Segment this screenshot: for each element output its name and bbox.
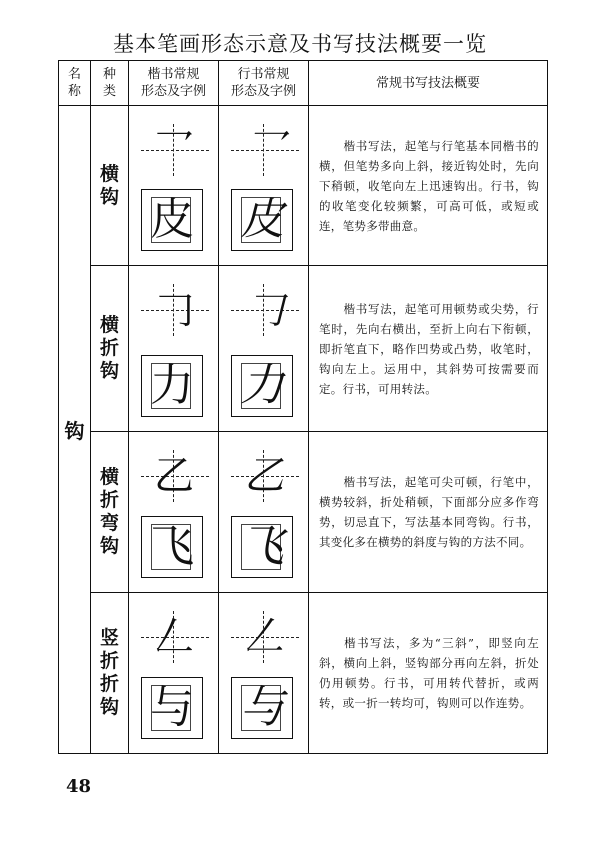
header-name: 名 称: [59, 61, 91, 106]
table-row: [59, 432, 548, 593]
example-char-box: 力: [231, 355, 293, 417]
xing-sample: [219, 266, 309, 432]
technique-description: 楷书写法，多为“三斜”，即竖向左斜，横向上斜，竖钩部分再向左斜，折处仍用顿势。行书，可用转代替折，或两转，或一折一转均可，钩则可以作连势。: [309, 593, 548, 754]
technique-description: 楷书写法，起笔与行笔基本同楷书的横，但笔势多向上斜，接近钩处时，先向下稍顿，收笔向左上迅速钩出。行书，钩的收笔变化较频繁，可高可低，或短或连，笔势多带曲意。: [309, 106, 548, 266]
stroke-illustration: 乛: [129, 120, 219, 180]
table-header-row: [59, 61, 548, 106]
kai-sample: [129, 593, 219, 754]
header-kind: 种 类: [91, 61, 129, 106]
stroke-illustration: 𠃌: [129, 280, 219, 340]
kind-cell: 横 折 弯 钩: [91, 432, 129, 593]
technique-description: 楷书写法，起笔可用顿势或尖势，行笔时，先向右横出，至折上向右下衔顿，即折笔直下，略作凹势或凸势，收笔时，钩向左上。运用中，其斜势可按需要而定。行书，可用转法。: [309, 266, 548, 432]
stroke-illustration: 乙: [219, 446, 309, 506]
kind-cell: 横 钩: [91, 106, 129, 266]
technique-description: 楷书写法，起笔可尖可顿，行笔中，横势较斜，折处稍顿，下面部分应多作弯势，切忌直下，写法基本同弯钩。行书，其变化多在横势的斜度与钩的方法不同。: [309, 432, 548, 593]
stroke-illustration: 乙: [129, 446, 219, 506]
header-kai: 楷书常规 形态及字例: [129, 61, 219, 106]
header-xing: 行书常规 形态及字例: [219, 61, 309, 106]
example-char-box: 与: [231, 677, 293, 739]
stroke-illustration: 𠃌: [219, 280, 309, 340]
xing-sample: [219, 593, 309, 754]
page-number: 48: [66, 776, 92, 797]
stroke-illustration: 𠃋: [219, 607, 309, 667]
kai-sample: [129, 266, 219, 432]
page-title: 基本笔画形态示意及书写技法概要一览: [113, 32, 487, 56]
kind-cell: 横 折 钩: [91, 266, 129, 432]
example-char-box: 与: [141, 677, 203, 739]
header-desc: 常规书写技法概要: [309, 61, 548, 106]
stroke-illustration: 乛: [219, 120, 309, 180]
stroke-illustration: 𠃋: [129, 607, 219, 667]
example-char-box: 力: [141, 355, 203, 417]
example-char-box: 飞: [231, 516, 293, 578]
example-char-box: 皮: [231, 189, 293, 251]
kind-cell: 竖 折 折 钩: [91, 593, 129, 754]
category-cell: 钩: [59, 106, 91, 754]
kai-sample: [129, 106, 219, 266]
xing-sample: [219, 432, 309, 593]
kai-sample: [129, 432, 219, 593]
stroke-table: [58, 60, 548, 754]
table-row: [59, 593, 548, 754]
example-char-box: 皮: [141, 189, 203, 251]
table-row: [59, 106, 548, 266]
xing-sample: [219, 106, 309, 266]
example-char-box: 飞: [141, 516, 203, 578]
table-row: [59, 266, 548, 432]
